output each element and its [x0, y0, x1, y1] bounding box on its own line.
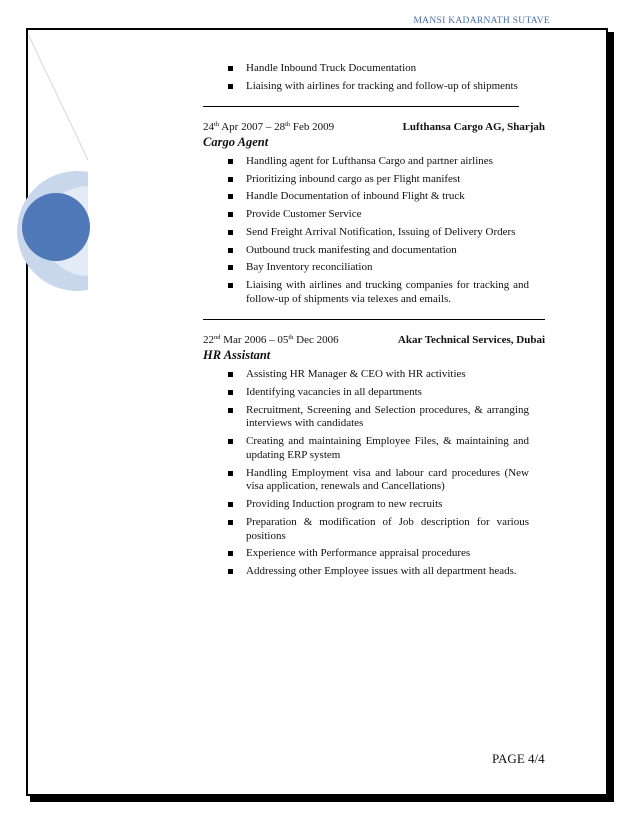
list-item: Identifying vacancies in all departments	[203, 386, 545, 400]
decorative-inner-circle	[22, 193, 90, 261]
job-dates: 24th Apr 2007 – 28th Feb 2009	[203, 120, 335, 133]
bullet-icon	[228, 283, 233, 288]
bullet-icon	[228, 569, 233, 574]
job-title: Cargo Agent	[203, 135, 269, 150]
section-divider	[203, 106, 519, 107]
list-item: Provide Customer Service	[203, 208, 545, 222]
list-item: Creating and maintaining Employee Files, & maintaining and updating ERP system	[203, 435, 545, 463]
list-item: Liaising with airlines for tracking and follow-up of shipments	[203, 80, 545, 94]
section-divider	[203, 319, 545, 320]
job-company: Lufthansa Cargo AG, Sharjah	[402, 120, 545, 133]
bullet-icon	[228, 212, 233, 217]
list-item: Send Freight Arrival Notification, Issuing of Delivery Orders	[203, 226, 545, 240]
job-entry	[203, 121, 545, 307]
bullet-icon	[228, 265, 233, 270]
list-item: Providing Induction program to new recruits	[203, 498, 545, 512]
list-item: Handling Employment visa and labour card procedures (New visa application, renewals and Cancellations)	[203, 467, 545, 495]
bullet-icon	[228, 159, 233, 164]
job-duties-list	[203, 155, 545, 307]
list-item: Bay Inventory reconciliation	[203, 261, 545, 275]
job-duties-list	[203, 368, 545, 579]
list-item: Outbound truck manifesting and documentation	[203, 244, 545, 258]
job-header	[203, 121, 545, 135]
job-company: Akar Technical Services, Dubai	[397, 333, 545, 346]
list-item: Prioritizing inbound cargo as per Flight manifest	[203, 173, 545, 187]
bullet-icon	[228, 248, 233, 253]
list-item: Liaising with airlines and trucking companies for tracking and follow-up of shipments via telexes and emails.	[203, 279, 545, 307]
job-entry	[203, 334, 545, 579]
bullet-icon	[228, 408, 233, 413]
job-dates: 22nd Mar 2006 – 05th Dec 2006	[203, 333, 339, 346]
list-item: Handling agent for Lufthansa Cargo and partner airlines	[203, 155, 545, 169]
decorative-line	[28, 34, 88, 160]
resume-content	[203, 62, 545, 583]
header-name: MANSI KADARNATH SUTAVE	[413, 16, 550, 26]
page-number: PAGE 4/4	[492, 751, 545, 766]
continued-duties-list	[203, 62, 545, 94]
bullet-icon	[228, 471, 233, 476]
bullet-icon	[228, 551, 233, 556]
bullet-icon	[228, 390, 233, 395]
list-item: Handle Documentation of inbound Flight & truck	[203, 190, 545, 204]
bullet-icon	[228, 372, 233, 377]
list-item: Recruitment, Screening and Selection procedures, & arranging interviews with candidates	[203, 404, 545, 432]
list-item: Preparation & modification of Job description for various positions	[203, 516, 545, 544]
list-item: Assisting HR Manager & CEO with HR activities	[203, 368, 545, 382]
bullet-icon	[228, 194, 233, 199]
bullet-icon	[228, 177, 233, 182]
list-item: Addressing other Employee issues with all department heads.	[203, 565, 545, 579]
bullet-icon	[228, 502, 233, 507]
bullet-icon	[228, 230, 233, 235]
job-header	[203, 334, 545, 348]
list-item: Experience with Performance appraisal procedures	[203, 547, 545, 561]
job-title: HR Assistant	[203, 348, 271, 363]
list-item: Handle Inbound Truck Documentation	[203, 62, 545, 76]
decorative-circles	[0, 0, 120, 300]
bullet-icon	[228, 66, 233, 71]
bullet-icon	[228, 520, 233, 525]
bullet-icon	[228, 84, 233, 89]
bullet-icon	[228, 439, 233, 444]
